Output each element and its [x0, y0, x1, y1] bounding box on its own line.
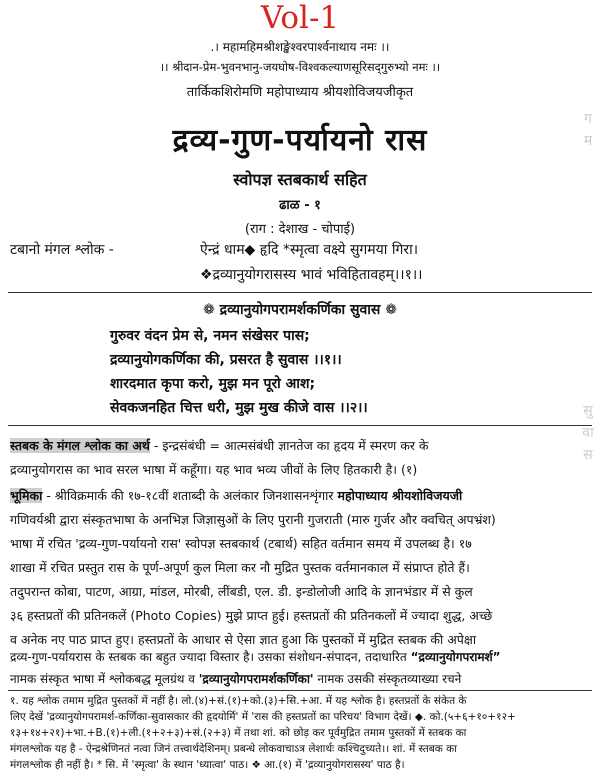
suvas-verse: गुरुवर वंदन प्रेम से, नमन संखेसर पास;: [110, 328, 310, 344]
suvas-heading: ❁ द्रव्यानुयोगपरामर्शकर्णिका सुवास ❁: [203, 302, 397, 318]
body-line: शाखा में रचित प्रस्तुत रास के पूर्ण-अपूर्ण कुल मिला कर नौ मुद्रित पुस्तक वर्तमानकाल में संप्राप्त होते हैं।: [10, 560, 470, 575]
body-line: गणिवर्यश्री द्वारा संस्कृतभाषा के अनभिज्ञ जिज्ञासुओं के लिए पुरानी गुजराती (मारु गुर्जर और क्वचित् अपभ्रंश): [10, 512, 496, 527]
body-line: भूमिका - श्रीविक्रमार्क की १७-१८वीं शताब्दी के अलंकार जिनशासनशृंगार महोपाध्याय श्रीयशोविजयजी: [10, 488, 463, 503]
dhal-number: ढाळ - १: [279, 198, 321, 213]
footnote-line: लिए देखें 'द्रव्यानुयोगपरामर्श-कर्णिका-सुवासकार की हृदयोर्मि' में 'रास की हस्तप्रतों का परिचय' विभाग देखें। ◆. को.(५+६+१०+१२+: [10, 711, 516, 723]
body-line: ३६ हस्तप्रतों की प्रतिनकलें (Photo Copies) मुझे प्राप्त हुई। हस्तप्रतों की प्रतिनकलों में ज्यादा शुद्ध, अच्छे: [10, 608, 493, 623]
body-line: स्तबक के मंगल श्लोक का अर्थ - इन्द्रसंबंधी = आत्मसंबंधी ज्ञानतेज का हृदय में स्मरण कर के: [10, 438, 429, 453]
footnote-divider: [8, 690, 592, 691]
margin-watermark-top: ग म: [583, 111, 593, 149]
shloka-meaning-label: स्तबक के मंगल श्लोक का अर्थ: [10, 438, 150, 453]
body-line: तदुपरान्त कोबा, पाटण, आग्रा, मांडल, मोरबी, लींबडी, एल. डी. इन्डोलोजी आदि के ज्ञानभंडार में से कुल: [10, 584, 473, 599]
invocation-line-2: ।। श्रीदान-प्रेम-भुवनभानु-जयघोष-विश्वकल्याणसूरिसद्‍गुरुभ्यो नमः ।।: [159, 60, 441, 74]
body-line: द्रव्यानुयोगरास का भाव सरल भाषा में कहूँगा। यह भाव भव्य जीवों के लिए हितकारी है। (१): [10, 462, 418, 477]
divider: [8, 292, 592, 293]
divider: [8, 425, 592, 426]
raag-line: (राग : देशाख - चोपाई): [244, 222, 356, 237]
body-line: द्रव्य-गुण-पर्यायरास के स्तबक का बहुत ज्यादा विस्तार है। उसका संशोधन-संपादन, तदाधारित “द्रव्यानुयोगपरामर्श”: [10, 650, 501, 664]
author-line: तार्किकशिरोमणि महोपाध्याय श्रीयशोविजयजीकृत: [186, 85, 414, 100]
bhumika-label: भूमिका: [10, 488, 43, 503]
book-subtitle: स्वोपज्ञ स्तबकार्थ सहित: [233, 170, 367, 189]
footnote-line: मंगलश्लोक ही नहीं है। * सि. में 'स्मृत्वा' के स्थान 'ध्यात्वा' पाठ। ❖ आ.(१) में 'द्रव्यानुयोगरासस्य' पाठ है।: [10, 759, 405, 771]
body-line: भाषा में रचित 'द्रव्य-गुण-पर्यायनो रास' स्वोपज्ञ स्तबकार्थ (टबार्थ) सहित वर्तमान समय में उपलब्ध है। १७: [10, 536, 472, 551]
mangal-shloka-line-2: ❖द्रव्यानुयोगरासस्य भावं भविहितावहम्।।१।।: [200, 267, 423, 283]
invocation-line-1: .। महामहिमश्रीशङ्खेश्वरपार्श्वनाथाय नमः ।।: [210, 40, 390, 54]
body-line: व अनेक नए पाठ प्राप्त हुए। हस्तप्रतों के आधार से ऐसा ज्ञात हुआ कि पुस्तकों में मुद्रित स्तबक की अपेक्षा: [10, 632, 477, 647]
suvas-verse: सेवकजनहित चित्त धरी, मुझ मुख कीजे वास ।।२।।: [110, 400, 368, 416]
margin-watermark-bottom: सु वा स: [582, 403, 594, 463]
suvas-verse: शारदमात कृपा करो, मुझ मन पूरो आश;: [110, 376, 316, 392]
footnote-line: १. यह श्लोक तमाम मुद्रित पुस्तकों में नहीं है। लो.(४)+सं.(१)+को.(३)+सि.+आ. में यह श्लोक है। हस्तप्रतों के संकेत के: [10, 695, 467, 707]
mangal-shloka-text-1: ऐन्द्रं धाम◆ हृदि *स्मृत्वा वक्ष्ये सुगमया गिरा।: [200, 242, 419, 258]
footnote-line: १३+१४+२१)+भा.+B.(१)+ली.(१+२+३)+सं.(२+३) में तथा शां. को छोड़ कर पूर्वमुद्रित तमाम पुस्तकों में स्तबक का: [10, 727, 467, 739]
book-title: द्रव्य-गुण-पर्यायनो रास: [172, 123, 428, 158]
suvas-verse: द्रव्यानुयोगकर्णिका की, प्रसरत है सुवास ।।१।।: [110, 352, 342, 368]
body-line: नामक संस्कृत भाषा में श्लोकबद्ध मूलग्रंथ व 'द्रव्यानुयोगपरामर्शकर्णिका' नामक उसकी संस्कृतव्याख्या रचने: [10, 672, 462, 686]
mangal-shloka-line-1: [10, 240, 418, 259]
mangal-shloka-label: टबानो मंगल श्लोक -: [10, 242, 114, 258]
footnote-line: मंगलश्लोक यह है - ऐन्द्रश्रेणिनतं नत्वा जिनं तत्त्वार्थदेशिनम्। प्रबन्धे लोकवाचाऽत्र लेशार्थः कश्चिदुच्यते।। शां. में स्तबक का: [10, 743, 457, 755]
volume-label: Vol-1: [260, 0, 340, 36]
